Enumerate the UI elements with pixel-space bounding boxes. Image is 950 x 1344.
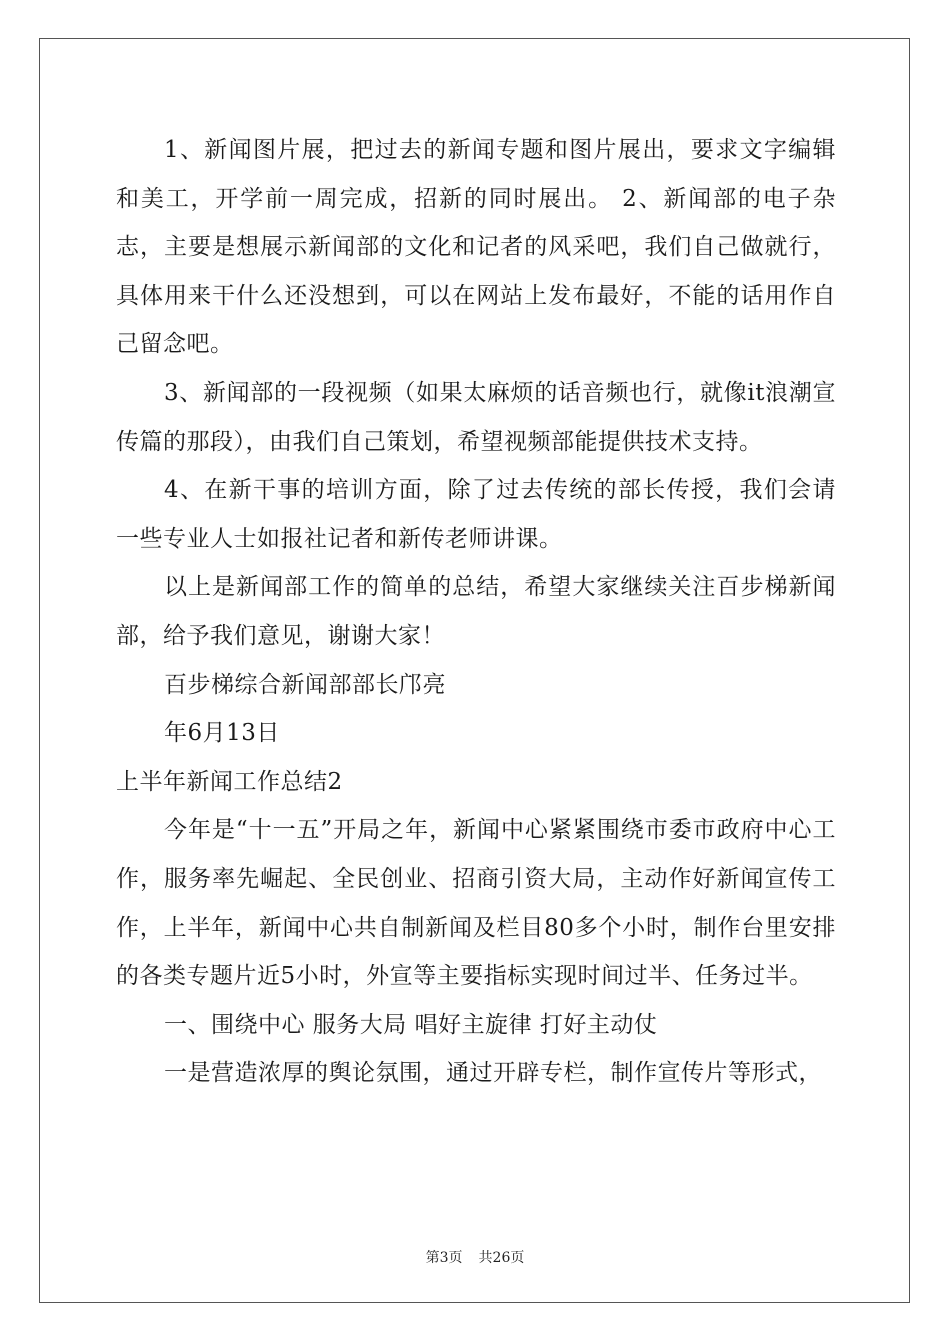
signature-line: 百步梯综合新闻部部长邝亮 [164, 671, 446, 698]
paragraph: 4、在新干事的培训方面，除了过去传统的部长传授，我们会请一些专业人士如报社记者和新传老师讲课。 [116, 477, 836, 552]
paragraph: 今年是“十一五”开局之年，新闻中心紧紧围绕市委市政府中心工作，服务率先崛起、全民创业、招商引资大局，主动作好新闻宣传工作，上半年，新闻中心共自制新闻及栏目80多个小时，制作台里安排的各类专题片近5小时，外宣等主要指标实现时间过半、任务过半。 [116, 817, 836, 990]
paragraph: 3、新闻部的一段视频（如果太麻烦的话音频也行，就像it浪潮宣传篇的那段），由我们自己策划，希望视频部能提供技术支持。 [116, 379, 836, 455]
page-footer [0, 1247, 950, 1267]
page-total: 共26页 [478, 1250, 525, 1266]
page-number: 第3页 [425, 1250, 463, 1266]
paragraph: 1、新闻图片展，把过去的新闻专题和图片展出，要求文字编辑和美工，开学前一周完成，招新的同时展出。 2、新闻部的电子杂志，主要是想展示新闻部的文化和记者的风采吧，我们自己做就行，具体用来干什么还没想到，可以在网站上发布最好，不能的话用作自己留念吧。 [116, 137, 836, 358]
paragraph: 一是营造浓厚的舆论氛围，通过开辟专栏，制作宣传片等形式， [164, 1060, 822, 1087]
section-heading: 一、围绕中心 服务大局 唱好主旋律 打好主动仗 [164, 1011, 658, 1038]
section-title: 上半年新闻工作总结2 [116, 768, 343, 795]
date-line: 年6月13日 [164, 720, 280, 747]
document-body [116, 126, 836, 1098]
paragraph: 以上是新闻部工作的简单的总结，希望大家继续关注百步梯新闻部，给予我们意见，谢谢大家！ [116, 574, 836, 649]
